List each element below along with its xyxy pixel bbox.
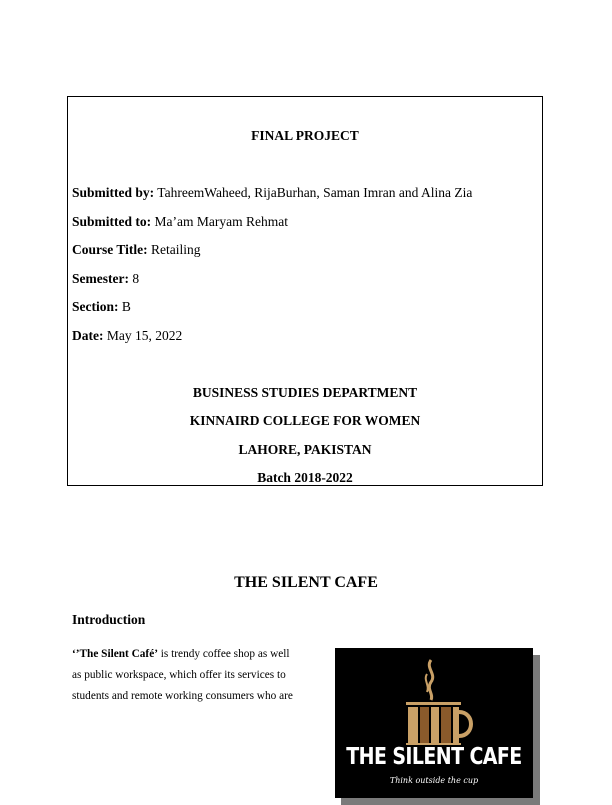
intro-line-1: is trendy coffee shop as well <box>157 648 290 660</box>
field-label: Date: <box>72 328 104 343</box>
department: BUSINESS STUDIES DEPARTMENT <box>192 385 418 400</box>
intro-line-3: students and remote working consumers who are <box>72 690 293 702</box>
cover-box <box>67 96 543 486</box>
intro-paragraph <box>72 644 322 707</box>
logo-tagline: Think outside the cup <box>389 776 479 785</box>
logo-name: THE SILENT CAFE <box>346 743 522 771</box>
field-label: Course Title: <box>72 242 148 257</box>
intro-line-2: as public workspace, which offer its services to <box>72 669 286 681</box>
field-label: Semester: <box>72 271 129 286</box>
document-heading: THE SILENT CAFE <box>234 574 378 591</box>
field-label: Section: <box>72 299 119 314</box>
batch: Batch 2018-2022 <box>257 470 353 485</box>
field-label: Submitted by: <box>72 185 155 200</box>
location: LAHORE, PAKISTAN <box>238 442 372 457</box>
field-value: B <box>121 299 131 314</box>
field-value: Ma’am Maryam Rehmat <box>154 214 288 229</box>
cafe-logo <box>335 648 533 798</box>
date <box>72 328 182 344</box>
semester <box>72 271 139 287</box>
submitted-to <box>72 214 288 230</box>
field-value: May 15, 2022 <box>106 328 183 343</box>
section-title: Introduction <box>72 612 146 627</box>
course-title <box>72 242 201 258</box>
field-value: 8 <box>132 271 140 286</box>
project-title: FINAL PROJECT <box>251 128 359 143</box>
field-value: Retailing <box>151 242 201 257</box>
submitted-by <box>72 185 472 201</box>
field-label: Submitted to: <box>72 214 152 229</box>
section <box>72 299 131 315</box>
intro-bold-text: ‘’The Silent Café’ <box>72 648 158 660</box>
field-value: TahreemWaheed, RijaBurhan, Saman Imran and Alina Zia <box>157 185 473 200</box>
college: KINNAIRD COLLEGE FOR WOMEN <box>189 413 421 428</box>
